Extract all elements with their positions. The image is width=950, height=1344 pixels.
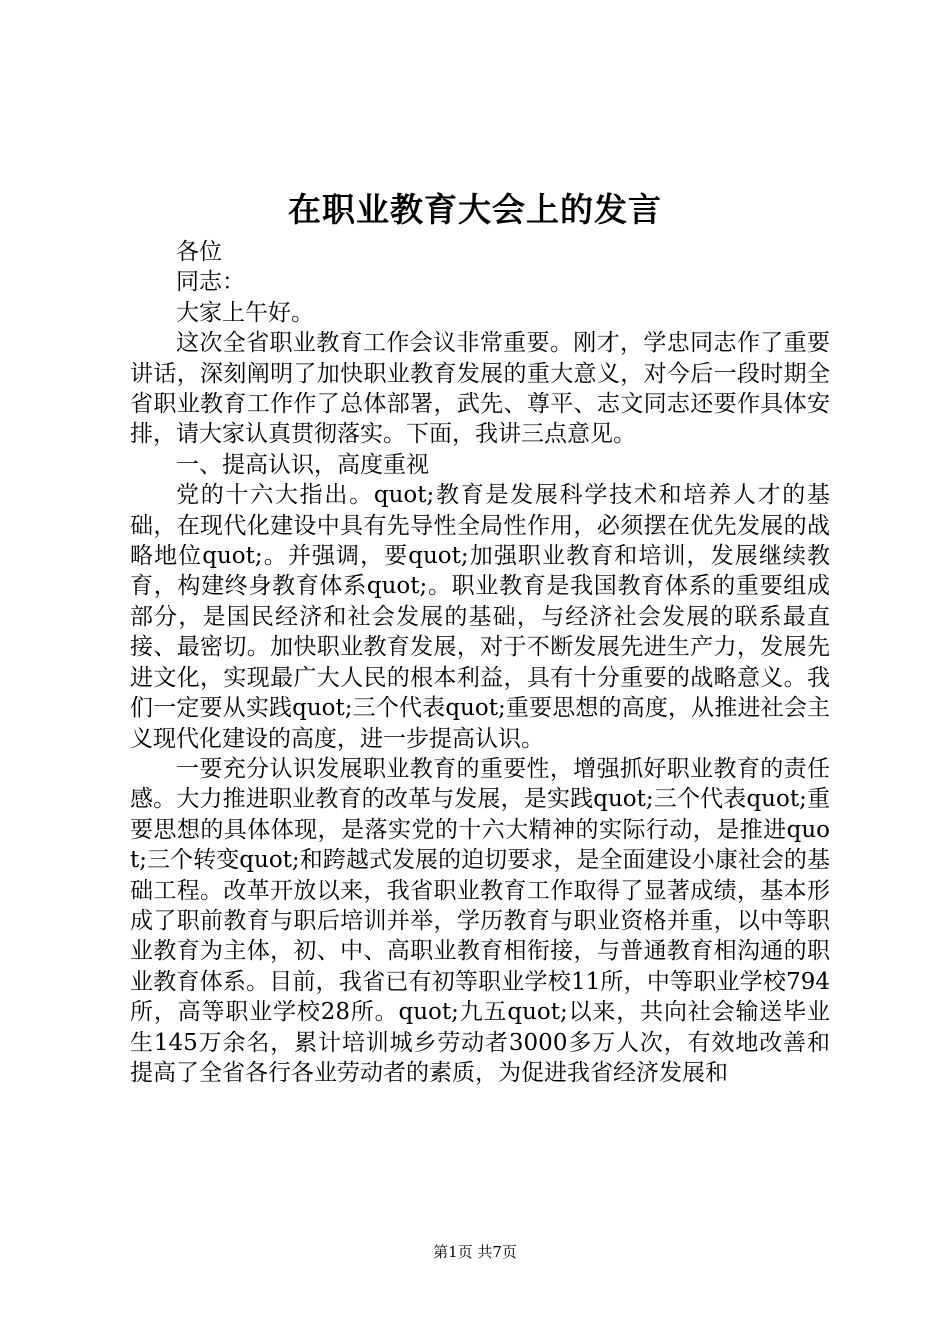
- section-heading: 一、提高认识，高度重视: [176, 451, 429, 478]
- document-body: [130, 237, 830, 1088]
- salutation-line-2: 同志：: [176, 269, 245, 296]
- salutation-line-1: 各位: [176, 239, 222, 265]
- greeting-paragraph: 大家上午好。: [176, 299, 314, 326]
- body-paragraph: 这次全省职业教育工作会议非常重要。刚才，学忠同志作了重要讲话，深刻阐明了加快职业教育发展的重大意义，对今后一段时期全省职业教育工作作了总体部署，武先、尊平、志文同志还要作具体安排，请大家认真贯彻落实。下面，我讲三点意见。: [130, 330, 830, 448]
- body-paragraph: 党的十六大指出。quot;教育是发展科学技术和培养人才的基础，在现代化建设中具有先导性全局性作用，必须摆在优先发展的战略地位quot;。并强调，要quot;加强职业教育和培训，发展继续教育，构建终身教育体系quot;。职业教育是我国教育体系的重要组成部分，是国民经济和社会发展的基础，与经济社会发展的联系最直接、最密切。加快职业教育发展，对于不断发展先进生产力，发展先进文化，实现最广大人民的根本利益，具有十分重要的战略意义。我们一定要从实践quot;三个代表quot;重要思想的高度，从推进社会主义现代化建设的高度，进一步提高认识。: [130, 482, 830, 752]
- page-number-footer: 第1页 共7页: [433, 1243, 517, 1261]
- document-title: 在职业教育大会上的发言: [288, 190, 662, 229]
- body-paragraph: 一要充分认识发展职业教育的重要性，增强抓好职业教育的责任感。大力推进职业教育的改革与发展，是实践quot;三个代表quot;重要思想的具体体现，是落实党的十六大精神的实际行动，是推进quot;三个转变quot;和跨越式发展的迫切要求，是全面建设小康社会的基础工程。改革开放以来，我省职业教育工作取得了显著成绩，基本形成了职前教育与职后培训并举，学历教育与职业资格并重，以中等职业教育为主体，初、中、高职业教育相衔接，与普通教育相沟通的职业教育体系。目前，我省已有初等职业学校11所，中等职业学校794所，高等职业学校28所。quot;九五quot;以来，共向社会输送毕业生145万余名，累计培训城乡劳动者3000多万人次，有效地改善和提高了全省各行各业劳动者的素质，为促进我省经济发展和: [130, 755, 830, 1086]
